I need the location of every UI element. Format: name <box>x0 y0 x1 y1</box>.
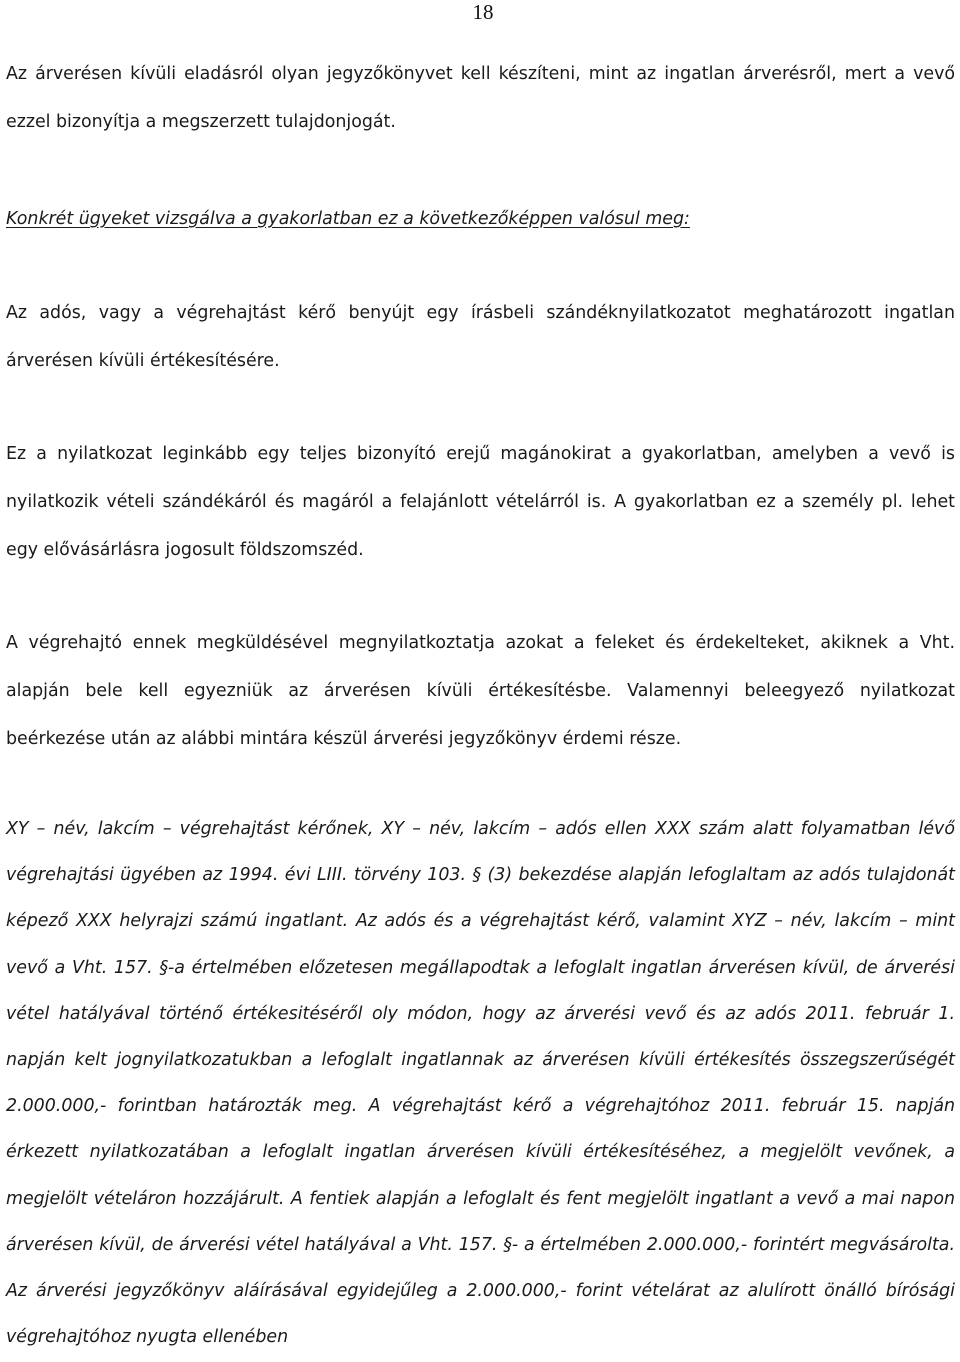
underlined-heading-text: Konkrét ügyeket vizsgálva a gyakorlatban ez a következőképpen valósul meg: <box>6 209 690 229</box>
page-number: 18 <box>472 0 494 24</box>
paragraph-declaration: Az adós, vagy a végrehajtást kérő benyújt egy írásbeli szándéknyilatkozatot meghatározott ingatlan árverésen kívüli értékesítésére. <box>6 303 955 371</box>
paragraph-practice-heading <box>6 196 955 244</box>
paragraph-bailiff-notice: A végrehajtó ennek megküldésével megnyilatkoztatja azokat a feleket és érdekelteket, akiknek a Vht. alapján bele kell egyezniük az árverésen kívüli értékesítésbe. Valamennyi beleegyező nyilatkozat beérkezése után az alábbi mintára készül árverési jegyzőkönyv érdemi része. <box>6 633 955 749</box>
paragraph-protocol-sample: XY – név, lakcím – végrehajtást kérőnek, XY – név, lakcím – adós ellen XXX szám alatt folyamatban lévő végrehajtási ügyében az 1994. évi LIII. törvény 103. § (3) bekezdése alapján lefoglaltam az adós tulajdonát képező XXX helyrajzi számú ingatlant. Az adós és a végrehajtást kérő, valamint XYZ – név, lakcím – mint vevő a Vht. 157. §-a értelmében előzetesen megállapodtak a lefoglalt ingatlan árverésen kívül, de árverési vétel hatályával történő értékesitéséről oly módon, hogy az árverési vevő és az adós 2011. február 1. napján kelt jognyilatkozatukban a lefoglalt ingatlannak az árverésen kívüli értékesítés összegszerűségét 2.000.000,- forintban határozták meg. A végrehajtást kérő a végrehajtóhoz 2011. február 15. napján érkezett nyilatkozatában a lefoglalt ingatlan árverésen kívüli értékesítéséhez, a megjelölt vevőnek, a megjelölt vételáron hozzájárult. A fentiek alapján a lefoglalt és fent megjelölt ingatlant a vevő a mai napon árverésen kívül, de árverési vétel hatályával a Vht. 157. §- a értelmében 2.000.000,- forintért megvásárolta. Az árverési jegyzőkönyv aláírásával egyidejűleg a 2.000.000,- forint vételárat az alulírott önálló bírósági végrehajtóhoz nyugta ellenében <box>6 819 955 1348</box>
paragraph-intro: Az árverésen kívüli eladásról olyan jegyzőkönyvet kell készíteni, mint az ingatlan árverésről, mert a vevő ezzel bizonyítja a megszerzett tulajdonjogát. <box>6 64 955 132</box>
paragraph-private-document: Ez a nyilatkozat leginkább egy teljes bizonyító erejű magánokirat a gyakorlatban, amelyben a vevő is nyilatkozik vételi szándékáról és magáról a felajánlott vételárról is. A gyakorlatban ez a személy pl. lehet egy elővásárlásra jogosult földszomszéd. <box>6 444 955 560</box>
